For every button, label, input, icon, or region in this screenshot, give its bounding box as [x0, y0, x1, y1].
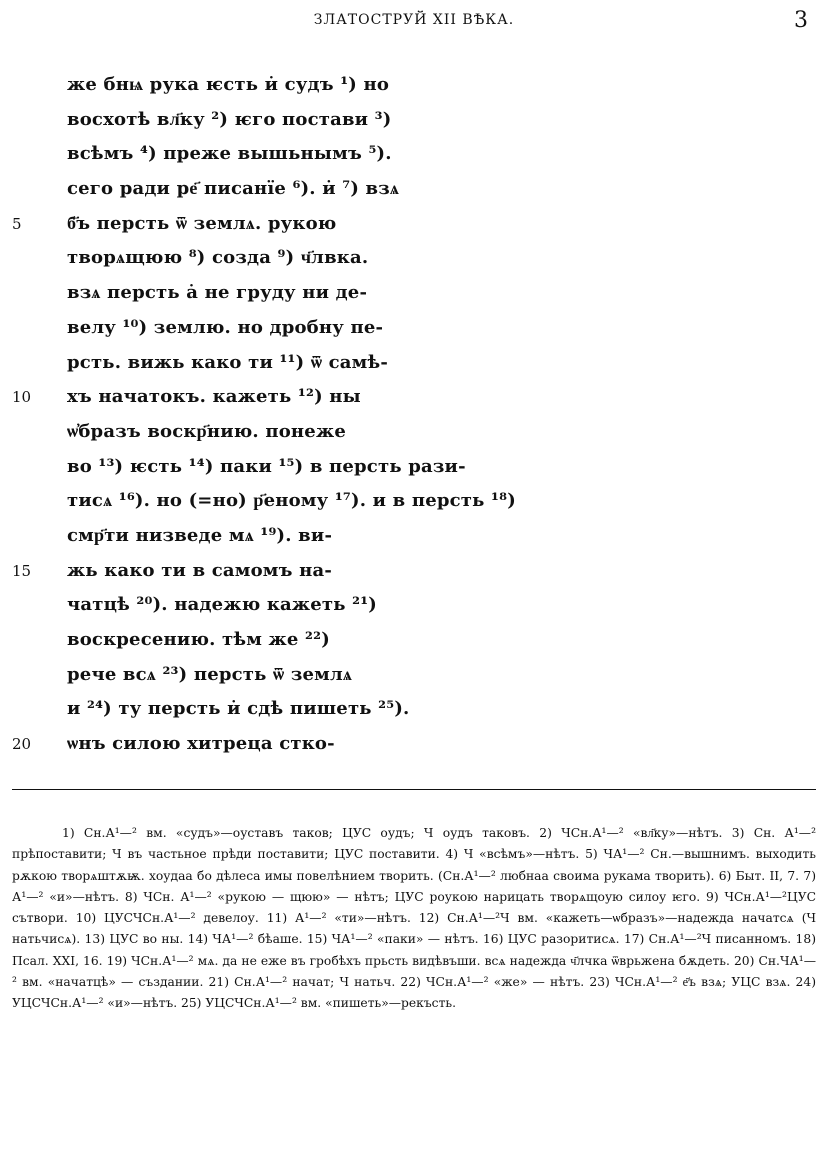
text-line — [0, 623, 828, 658]
line-text: жь како ти в самомъ на- — [67, 559, 333, 581]
line-text: творѧщюю ⁸) созда ⁹) ч҃лвка. — [67, 247, 369, 269]
footnote-divider — [12, 789, 816, 790]
footnotes — [12, 823, 816, 1015]
line-text: взѧ персть а̇ не груду ни де- — [67, 282, 368, 304]
line-text: и ²⁴) ту персть и̇ сдѣ пишеть ²⁵). — [67, 698, 410, 720]
line-text: восхотѣ вл҃ку ²) ѥго постави ³) — [67, 108, 392, 130]
line-text: б҃ъ персть ѿ землѧ. рукою — [67, 212, 337, 234]
page-header — [0, 10, 828, 40]
line-text: воскресению. тѣм же ²²) — [67, 629, 330, 650]
text-line — [0, 484, 828, 519]
line-text: смр҃ти низведе мѧ ¹⁹). ви- — [67, 524, 333, 546]
text-line — [0, 658, 828, 693]
page-number: 3 — [794, 8, 808, 33]
line-number: 15 — [12, 561, 32, 580]
line-number: 10 — [12, 388, 32, 407]
text-line — [0, 692, 828, 727]
text-line — [0, 276, 828, 311]
line-text: сего ради ре҃ писанїе ⁶). и̇ ⁷) взѧ — [67, 178, 400, 200]
text-line — [0, 311, 828, 346]
line-text: рече всѧ ²³) персть ѿ землѧ — [67, 663, 353, 685]
line-number: 20 — [12, 735, 32, 754]
text-line — [0, 554, 828, 589]
running-title: ЗЛАТОСТРУЙ XII ВѢКА. — [313, 12, 515, 28]
line-text: во ¹³) ѥсть ¹⁴) паки ¹⁵) в персть рази- — [67, 455, 466, 477]
line-text: рсть. вижь како ти ¹¹) ѿ самѣ- — [67, 351, 389, 373]
line-text: чатцѣ ²⁰). надежю кажеть ²¹) — [67, 594, 378, 616]
line-text: ѡ҆бразъ воскр҃нию. понеже — [67, 420, 346, 442]
text-line — [0, 241, 828, 276]
footnote-paragraph: 1) Сн.А¹—² вм. «судъ»—оуставъ таков; ЦУС оудъ; Ч оудъ таковъ. 2) ЧСн.А¹—² «вл҃ку»—нѣтъ. 3) Сн. А¹—² прѣпоставити; Ч въ частьное прѣди поставити; ЦУС поставити. 4) Ч «всѣмъ»—нѣтъ. 5) ЧА¹—² Сн.—вышнимъ. выходить рѫкою творѧштѫѭ. хоудаа бо дѣлеса имы повелѣнием творить. (Сн.А¹—² любнаа своима рукама творить). 6) Быт. II, 7. 7) А¹—² «и»—нѣтъ. 8) ЧСн. А¹—² «рукою — щюю» — нѣтъ; ЦУС роукою нарицать творѧщоую силоу ѥго. 9) ЧСн.А¹—²ЦУС сътвори. 10) ЦУСЧСн.А¹—² девелоу. 11) А¹—² «ти»—нѣтъ. 12) Сн.А¹—²Ч вм. «кажеть—ѡбразъ»—надежда начатсѧ (Ч натьчисѧ). 13) ЦУС во ны. 14) ЧА¹—² бѣаше. 15) ЧА¹—² «паки» — нѣтъ. 16) ЦУС разоритисѧ. 17) Сн.А¹—²Ч писанномъ. 18) Псал. XXI, 16. 19) ЧСн.А¹—² мѧ. да не еже въ гробѣхъ прьсть видѣвъши. всѧ надежда ч҃лчка ѿврьжена бѫдеть. 20) Сн.ЧА¹—² вм. «начатцѣ» — създании. 21) Сн.А¹—² начат; Ч натьч. 22) ЧСн.А¹—² «же» — нѣтъ. 23) ЧСн.А¹—² е҃ъ взѧ; УЦС взѧ. 24) УЦСЧСн.А¹—² «и»—нѣтъ. 25) УЦСЧСн.А¹—² вм. «пишеть»—рекъсть. — [12, 826, 816, 1011]
text-line — [0, 450, 828, 485]
line-text: же бнѩ рука ѥсть и̇ судъ ¹) но — [67, 74, 390, 95]
text-line — [0, 415, 828, 450]
line-text: велу ¹⁰) землю. но дробну пе- — [67, 316, 384, 338]
line-text: хъ начатокъ. кажеть ¹²) ны — [67, 386, 361, 408]
line-text: тисѧ ¹⁶). но (=но) р҃еному ¹⁷). и в персть ¹⁸) — [67, 490, 516, 512]
text-line — [0, 727, 828, 762]
text-line — [0, 68, 828, 103]
text-line — [0, 137, 828, 172]
text-line — [0, 207, 828, 242]
line-number: 5 — [12, 214, 22, 233]
text-line — [0, 172, 828, 207]
text-line — [0, 519, 828, 554]
text-line — [0, 103, 828, 138]
line-text: ѡнъ силою хитреца стко- — [67, 733, 335, 755]
text-line — [0, 380, 828, 415]
text-line — [0, 588, 828, 623]
main-text — [0, 68, 828, 762]
line-text: всѣмъ ⁴) преже вышьнымъ ⁵). — [67, 143, 392, 165]
text-line — [0, 346, 828, 381]
